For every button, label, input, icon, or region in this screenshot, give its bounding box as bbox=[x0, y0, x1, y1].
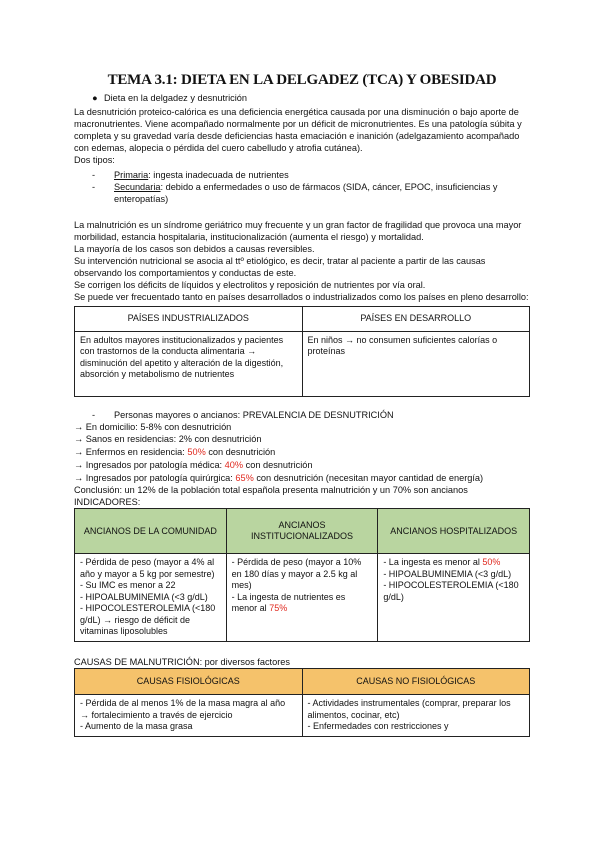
table-header: CAUSAS FISIOLÓGICAS bbox=[75, 668, 303, 695]
correction-paragraph: Se corrigen los déficits de líquidos y electrolitos y reposición de nutrientes por vía oral. bbox=[74, 280, 426, 290]
table-cell: En niños → no consumen suficientes calorías o proteínas bbox=[302, 331, 530, 396]
dash-icon: - bbox=[92, 182, 96, 192]
list-item: - Primaria: ingesta inadecuada de nutrientes bbox=[92, 170, 289, 180]
table-cell: - Actividades instrumentales (comprar, preparar los alimentos, cocinar, etc) - Enfermedades con restricciones y bbox=[302, 695, 530, 737]
types-label: Dos tipos: bbox=[74, 155, 115, 165]
table-header: CAUSAS NO FISIOLÓGICAS bbox=[302, 668, 530, 695]
table-header: ANCIANOS HOSPITALIZADOS bbox=[378, 509, 530, 554]
table-header: PAÍSES INDUSTRIALIZADOS bbox=[75, 307, 303, 332]
table-header: ANCIANOS DE LA COMUNIDAD bbox=[75, 509, 227, 554]
bullet-dot-icon: ● bbox=[92, 93, 98, 103]
table-cell: - Pérdida de peso (mayor a 10% en 180 días y mayor a 2.5 kg al mes) - La ingesta de nutrientes es menor al 75% bbox=[226, 554, 378, 642]
types-list bbox=[74, 169, 530, 205]
reversible-paragraph: La mayoría de los casos son debidos a causas reversibles. bbox=[74, 244, 315, 254]
intro-paragraph: La desnutrición proteico-calórica es una deficiencia energética causada por una disminución o bajo aporte de macronutrientes. Viene acompañado normalmente por un déficit de micronutrientes. Es una patología súbita y completa y su gravedad varía desde deficiencias hasta emaciación e inanición (adelgazamiento acompañado con edemas, alopecia o pérdida del cuero cabelludo y atrofia cutánea). bbox=[74, 107, 522, 153]
prevalence-item: → Ingresados por patología quirúrgica: 65% con desnutrición (necesitan mayor cantidad de energía) bbox=[74, 472, 484, 483]
prevalence-item: → Ingresados por patología médica: 40% con desnutrición bbox=[74, 459, 313, 470]
document-page bbox=[74, 72, 530, 737]
causes-table bbox=[74, 668, 530, 737]
indicators-table bbox=[74, 508, 530, 642]
table-cell: En adultos mayores institucionalizados y pacientes con trastornos de la conducta alimentaria → disminución del apetito y alteración de la digestión, absorción y metabolismo de nutrientes bbox=[75, 331, 303, 396]
table-header: ANCIANOS INSTITUCIONALIZADOS bbox=[226, 509, 378, 554]
elderly-list bbox=[74, 409, 530, 421]
malnutrition-paragraph: La malnutrición es un síndrome geriátrico muy frecuente y un gran factor de fragilidad que provoca una mayor morbilidad, estancia hospitalaria, institucionalización (aumenta el riesgo) y mortalidad. bbox=[74, 220, 522, 242]
indicators-label: INDICADORES: bbox=[74, 497, 141, 508]
countries-table bbox=[74, 306, 530, 397]
page-title: TEMA 3.1: DIETA EN LA DELGADEZ (TCA) Y OBESIDAD bbox=[107, 72, 497, 88]
list-item: - Personas mayores o ancianos: PREVALENCIA DE DESNUTRICIÓN bbox=[92, 409, 394, 420]
table-cell: - Pérdida de peso (mayor a 4% al año y mayor a 5 kg por semestre) - Su IMC es menor a 22 - HIPOALBUMINEMIA (<3 g/dL) - HIPOCOLESTEROLEMIA (<180 g/dL) → riesgo de déficit de vitaminas liposolubles bbox=[75, 554, 227, 642]
bullet-item: ● Dieta en la delgadez y desnutrición bbox=[92, 93, 248, 103]
table-header: PAÍSES EN DESARROLLO bbox=[302, 307, 530, 332]
intervention-paragraph: Su intervención nutricional se asocia al ttº etiológico, es decir, tratar al paciente a partir de las causas observando los comportamientos y conductas de este. bbox=[74, 256, 486, 278]
table-cell: - La ingesta es menor al 50% - HIPOALBUMINEMIA (<3 g/dL) - HIPOCOLESTEROLEMIA (<180 g/dL) bbox=[378, 554, 530, 642]
list-item: - Secundaria: debido a enfermedades o uso de fármacos (SIDA, cáncer, EPOC, insuficiencias y enteropatías) bbox=[92, 182, 498, 204]
prevalence-list bbox=[74, 421, 530, 485]
prevalence-item: → Sanos en residencias: 2% con desnutrición bbox=[74, 434, 262, 445]
table-cell: - Pérdida de al menos 1% de la masa magra al año → fortalecimiento a través de ejercicio - Aumento de la masa grasa bbox=[75, 695, 303, 737]
countries-paragraph: Se puede ver frecuentado tanto en países desarrollados o industrializados como los países en pleno desarrollo: bbox=[74, 292, 529, 302]
conclusion: Conclusión: un 12% de la población total española presenta malnutrición y un 70% son ancianos bbox=[74, 485, 468, 496]
prevalence-item: → Enfermos en residencia: 50% con desnutrición bbox=[74, 447, 276, 458]
dash-icon: - bbox=[92, 170, 96, 180]
causes-label: CAUSAS DE MALNUTRICIÓN: por diversos factores bbox=[74, 656, 290, 667]
dash-icon: - bbox=[92, 409, 96, 420]
prevalence-item: → En domicilio: 5-8% con desnutrición bbox=[74, 421, 232, 432]
